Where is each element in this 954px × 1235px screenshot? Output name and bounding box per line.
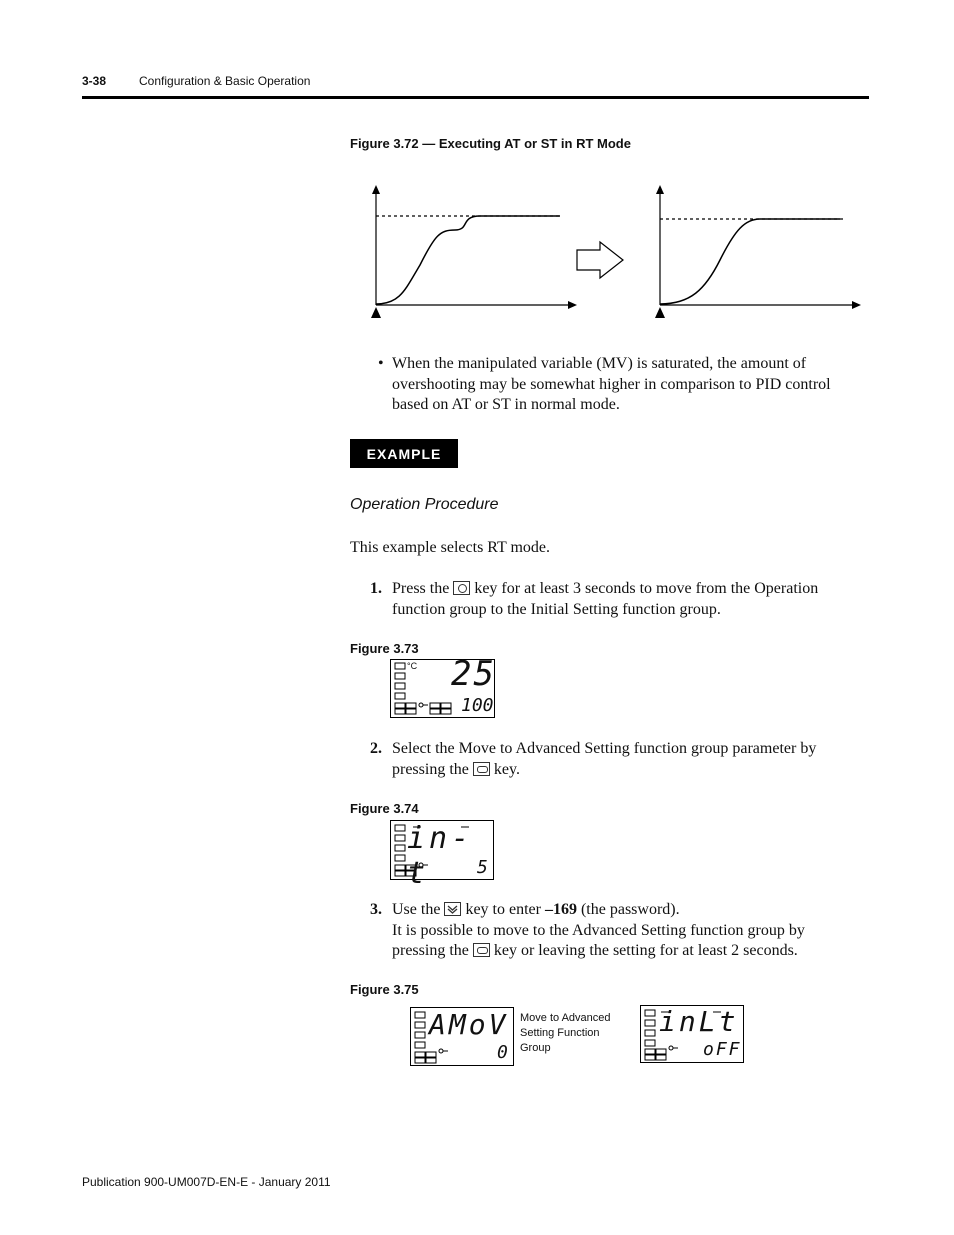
step-3-pre: Use the bbox=[392, 901, 441, 918]
step-3-line2: It is possible to move to the Advanced Setting function group by pressing the bbox=[392, 921, 805, 959]
display-373-main: 25 bbox=[451, 654, 496, 694]
step-2-text bbox=[392, 739, 862, 780]
step-1-post: key for at least 3 seconds to move from the Operation function group to the Initial Setting function group. bbox=[392, 580, 819, 618]
footer-publication: Publication 900-UM007D-EN-E - January 2011 bbox=[82, 1175, 331, 1189]
display-374 bbox=[390, 820, 494, 891]
bullet-dot: • bbox=[378, 355, 384, 372]
level-key-icon bbox=[453, 581, 470, 595]
figure-373-caption: Figure 3.73 bbox=[350, 641, 419, 656]
header-rule bbox=[82, 96, 869, 99]
down-key-icon bbox=[444, 902, 461, 916]
display-375-left-sub: 0 bbox=[497, 1042, 508, 1063]
display-375-left-main: AMoV bbox=[429, 1008, 509, 1041]
figure-372-caption: Figure 3.72 — Executing AT or ST in RT Mode bbox=[350, 136, 631, 151]
mode-key-icon bbox=[473, 762, 490, 776]
display-373-sub: 100 bbox=[461, 695, 494, 716]
step-2-pre: Select the Move to Advanced Setting function group parameter by pressing the bbox=[392, 740, 817, 778]
step-1-number: 1. bbox=[370, 580, 382, 597]
page-number: 3-38 bbox=[82, 74, 107, 88]
bullet-text: When the manipulated variable (MV) is saturated, the amount of overshooting may be somewhat higher in comparison to PID control based on AT or ST in normal mode. bbox=[392, 355, 831, 413]
step-3-line2-post: key or leaving the setting for at least 2 seconds. bbox=[493, 942, 798, 959]
intro-text: This example selects RT mode. bbox=[350, 539, 551, 556]
figure-375-label: Move to Advanced Setting Function Group bbox=[520, 1012, 611, 1054]
procedure-title: Operation Procedure bbox=[350, 496, 499, 513]
mode-key-icon bbox=[473, 943, 490, 957]
display-374-main: in-t bbox=[407, 821, 474, 891]
step-1-pre: Press the bbox=[392, 580, 450, 597]
display-373-unit: °C bbox=[407, 661, 418, 671]
display-375-left bbox=[410, 1007, 514, 1066]
figure-372-graphs bbox=[360, 180, 870, 320]
step-2-post: key. bbox=[493, 760, 520, 778]
figure-375-caption: Figure 3.75 bbox=[350, 982, 419, 997]
example-label: EXAMPLE bbox=[350, 439, 458, 468]
display-373 bbox=[390, 654, 496, 718]
figure-374-caption: Figure 3.74 bbox=[350, 801, 419, 816]
section-title: Configuration & Basic Operation bbox=[139, 74, 311, 88]
step-1-text bbox=[392, 579, 862, 620]
step-2-number: 2. bbox=[370, 740, 382, 757]
step-3-text bbox=[392, 900, 862, 962]
step-3-mid: key to enter bbox=[465, 901, 541, 918]
step-3-post: (the password). bbox=[580, 901, 680, 918]
step-3-number: 3. bbox=[370, 901, 382, 918]
display-374-sub: 5 bbox=[477, 857, 488, 878]
display-375-right-sub: oFF bbox=[703, 1039, 742, 1060]
step-3-password: –169 bbox=[544, 901, 577, 918]
display-375-right-main: inLt bbox=[659, 1005, 739, 1038]
display-375-right bbox=[640, 1005, 744, 1063]
